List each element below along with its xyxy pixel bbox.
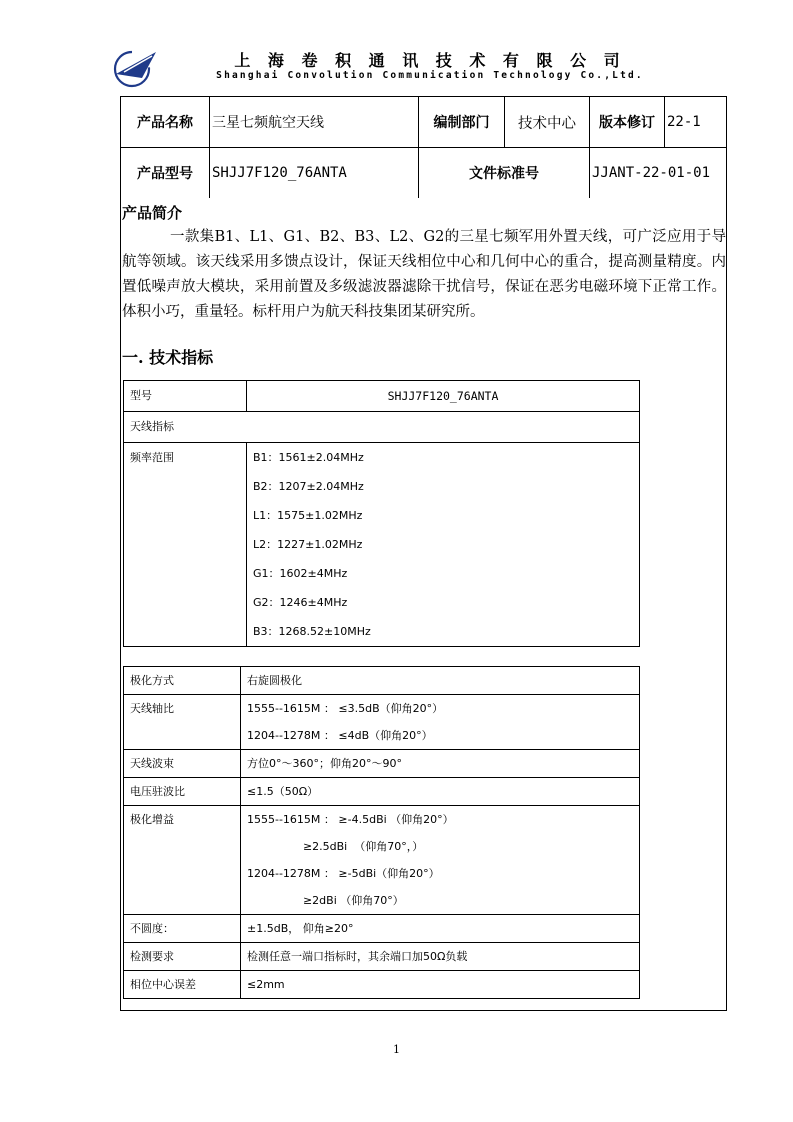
spec-row <box>124 915 640 943</box>
spec-line: 检测任意一端口指标时，其余端口加50Ω负载 <box>247 950 468 963</box>
revision-value: 22-1 <box>665 97 727 148</box>
dept-label: 编制部门 <box>419 97 505 148</box>
spec-value <box>241 667 640 695</box>
spec-line: 方位0°～360°；仰角20°～90° <box>247 757 402 770</box>
intro-title: 产品简介 <box>122 204 183 222</box>
spec-row <box>124 971 640 999</box>
spec-value <box>241 915 640 943</box>
spec-model-label: 型号 <box>124 381 247 412</box>
intro-body: 一款集B1、L1、G1、B2、B3、L2、G2的三星七频军用外置天线，可广泛应用于导航等领域。该天线采用多馈点设计，保证天线相位中心和几何中心的重合，提高测量精度。内置低噪声放大模块，采用前置及多级滤波器滤除干扰信号，保证在恶劣电磁环境下正常工作。体积小巧，重量轻。标杆用户为航天科技集团某研究所。 <box>122 229 726 320</box>
spec-row <box>124 695 640 750</box>
spec-line: ≤2mm <box>247 978 285 991</box>
spec-label: 相位中心误差 <box>124 971 241 999</box>
freq-line: G2：1246±4MHz <box>253 596 348 609</box>
spec-label: 极化增益 <box>124 806 241 915</box>
spec-table-performance <box>123 666 640 999</box>
spec-antenna-label: 天线指标 <box>124 412 640 443</box>
company-name-en: Shanghai Convolution Communication Technology Co.,Ltd. <box>216 70 644 81</box>
revision-label: 版本修订 <box>590 97 665 148</box>
spec-value <box>241 778 640 806</box>
spec-line: ≥2dBi （仰角70°） <box>247 894 404 907</box>
spec-row <box>124 806 640 915</box>
spec-line: 右旋圆极化 <box>247 674 302 687</box>
page-number: 1 <box>393 1043 400 1056</box>
spec-model-value: SHJJ7F120_76ANTA <box>247 381 640 412</box>
doc-no-label: 文件标准号 <box>419 148 590 199</box>
spec-freq-label: 频率范围 <box>124 443 247 647</box>
spec-line: 1204--1278M ： ≤4dB（仰角20°） <box>247 729 433 742</box>
product-info-table <box>121 97 726 198</box>
spec-value <box>241 971 640 999</box>
spec-value <box>241 943 640 971</box>
product-name-label: 产品名称 <box>121 97 210 148</box>
spec-value <box>241 806 640 915</box>
section-title: 一. 技术指标 <box>122 348 214 367</box>
spec-value <box>241 750 640 778</box>
model-value: SHJJ7F120_76ANTA <box>210 148 419 199</box>
spec-freq-values <box>247 443 640 647</box>
spec-label: 天线波束 <box>124 750 241 778</box>
spec-line: 1204--1278M ： ≥-5dBi（仰角20°） <box>247 867 440 880</box>
dept-value: 技术中心 <box>505 97 590 148</box>
spec-row <box>124 943 640 971</box>
spec-label: 极化方式 <box>124 667 241 695</box>
spec-line: 1555--1615M ： ≤3.5dB（仰角20°） <box>247 702 444 715</box>
freq-line: L1：1575±1.02MHz <box>253 509 363 522</box>
spec-label: 不圆度： <box>124 915 241 943</box>
spec-row <box>124 667 640 695</box>
spec-line: ≥2.5dBi （仰角70°，） <box>247 840 424 853</box>
freq-line: B1：1561±2.04MHz <box>253 451 364 464</box>
spec-table-antenna <box>123 380 640 647</box>
product-name-value: 三星七频航空天线 <box>210 97 419 148</box>
company-logo-icon <box>112 44 158 90</box>
freq-line: G1：1602±4MHz <box>253 567 348 580</box>
spec-line: ±1.5dB， 仰角≥20° <box>247 922 354 935</box>
spec-row <box>124 778 640 806</box>
spec-row <box>124 750 640 778</box>
info-row-2 <box>121 148 726 199</box>
freq-line: B3：1268.52±10MHz <box>253 625 371 638</box>
spec-row-model <box>124 381 640 412</box>
company-name-cn: 上 海 卷 积 通 讯 技 术 有 限 公 司 <box>234 51 626 70</box>
spec-row-antenna <box>124 412 640 443</box>
document-frame <box>120 96 727 1011</box>
doc-no-value: JJANT-22-01-01 <box>590 148 727 199</box>
spec-label: 电压驻波比 <box>124 778 241 806</box>
spec-label: 天线轴比 <box>124 695 241 750</box>
spec-row-frequency <box>124 443 640 647</box>
spec-line: ≤1.5（50Ω） <box>247 785 319 798</box>
spec-line: 1555--1615M ： ≥-4.5dBi （仰角20°） <box>247 813 454 826</box>
spec-value <box>241 695 640 750</box>
freq-line: B2：1207±2.04MHz <box>253 480 364 493</box>
info-row-1 <box>121 97 726 148</box>
spec-label: 检测要求 <box>124 943 241 971</box>
model-label: 产品型号 <box>121 148 210 199</box>
freq-line: L2：1227±1.02MHz <box>253 538 363 551</box>
